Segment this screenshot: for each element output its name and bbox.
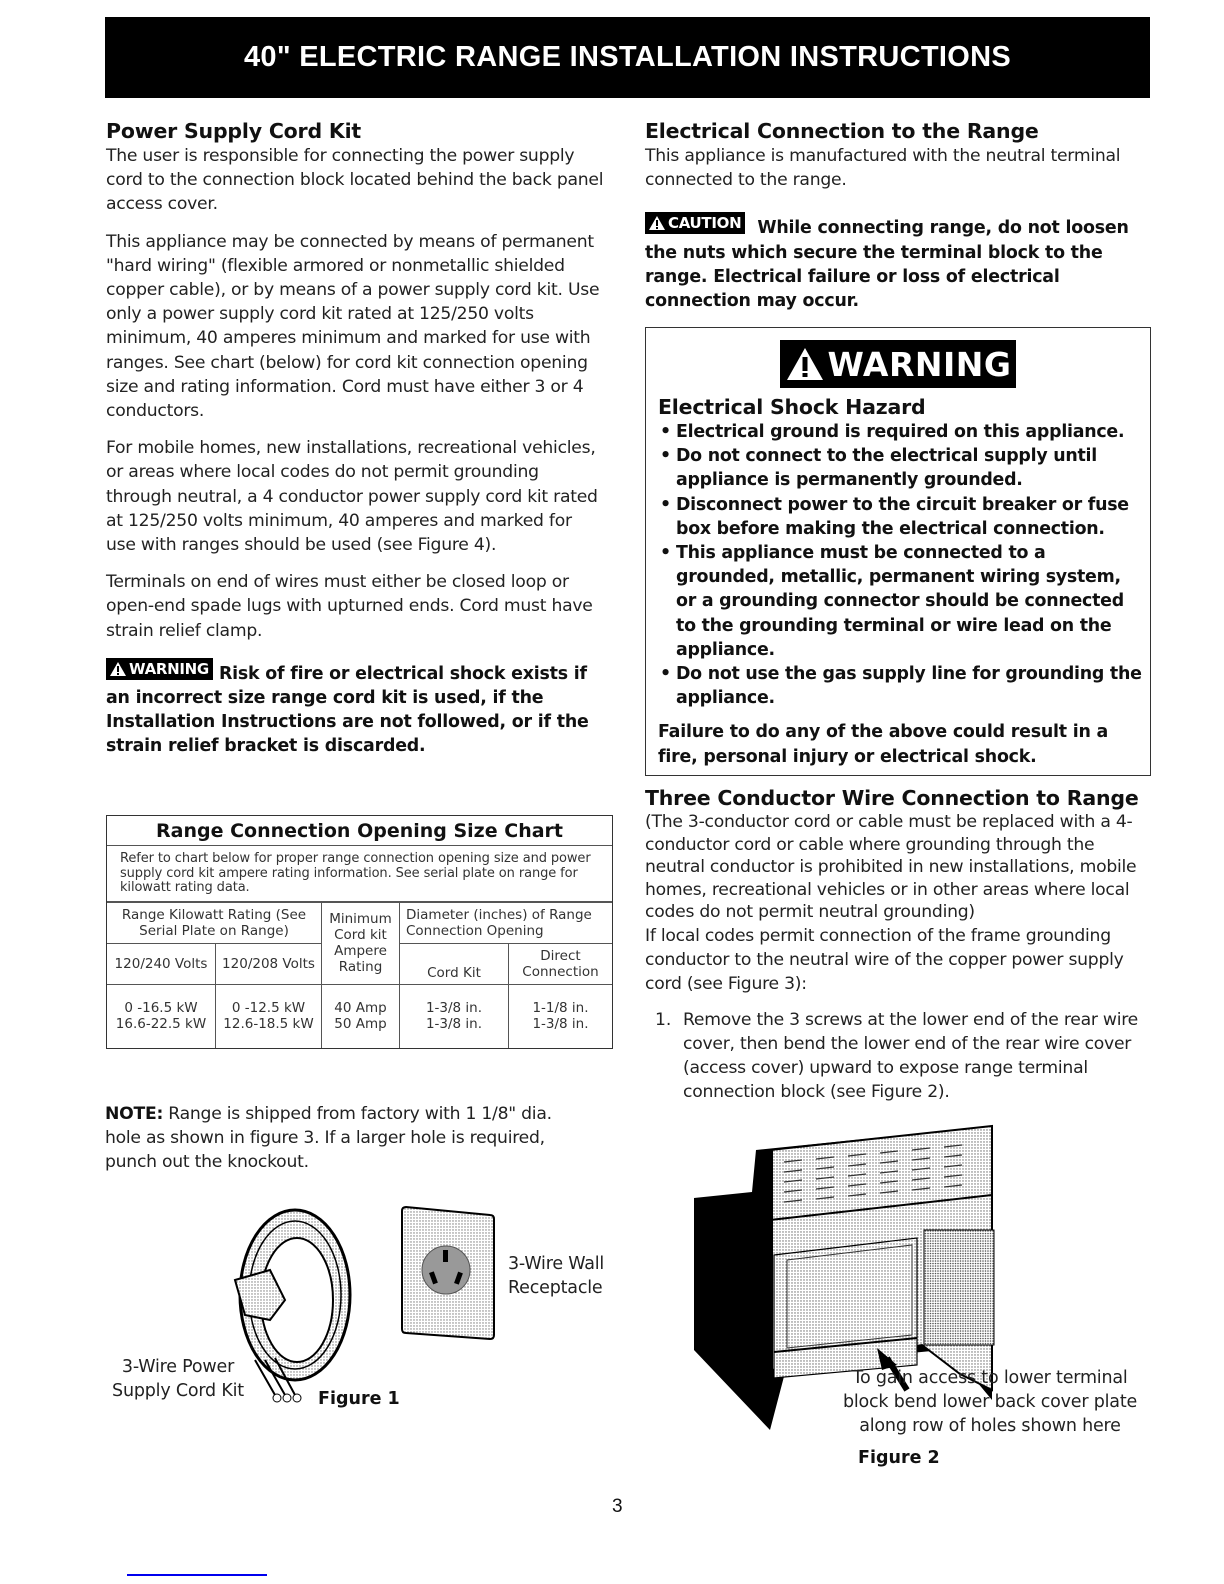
warning-triangle-icon bbox=[648, 215, 666, 231]
step-list bbox=[645, 1008, 1155, 1105]
paragraph: (The 3-conductor cord or cable must be replaced with a 4-conductor cord or cable where grounding through the neutral conductor is prohibited in new installations, mobile homes, recreational vehicles or in other areas where local codes do not permit neutral grounding) bbox=[645, 812, 1137, 922]
hazard-item: • This appliance must be connected to a grounded, metallic, permanent wiring system, or a grounding connector should be connected to the grounding terminal or wire lead on the appliance. bbox=[658, 541, 1144, 662]
hazard-item: • Do not use the gas supply line for grounding the appliance. bbox=[658, 662, 1144, 710]
caution-notice bbox=[645, 212, 1151, 313]
note-text: Range is shipped from factory with 1 1/8" dia. hole as shown in figure 3. If a larger hole is required, punch out the knockout. bbox=[105, 1104, 552, 1173]
header-diameter: Diameter (inches) of Range Connection Opening bbox=[400, 902, 613, 943]
page-title-banner bbox=[105, 17, 1150, 98]
caution-badge: CAUTION bbox=[645, 212, 745, 234]
note bbox=[105, 1102, 575, 1175]
warning-badge: WARNING bbox=[106, 658, 213, 680]
cell-120-208: 0 -12.5 kW 12.6-18.5 kW bbox=[216, 984, 322, 1048]
caution-text: While connecting range, do not loosen the nuts which secure the terminal block to the range. Electrical failure or loss of electrical connection may occur. bbox=[645, 218, 1129, 312]
figure-1-label: Figure 1 bbox=[318, 1389, 400, 1409]
hazard-item: • Electrical ground is required on this appliance. bbox=[658, 420, 1144, 444]
header-120-208: 120/208 Volts bbox=[216, 943, 322, 984]
warning-triangle-icon bbox=[109, 661, 127, 677]
cell-cord-kit: 1-3/8 in. 1-3/8 in. bbox=[400, 984, 509, 1048]
note-label: NOTE: bbox=[105, 1104, 164, 1124]
step-number: 1. bbox=[655, 1009, 672, 1030]
section-heading-power-supply-cord-kit: Power Supply Cord Kit bbox=[106, 119, 361, 143]
header-120-240: 120/240 Volts bbox=[107, 943, 216, 984]
hazard-item: • Disconnect power to the circuit breaker or fuse box before making the electrical connection. bbox=[658, 493, 1144, 541]
paragraph: This appliance is manufactured with the neutral terminal connected to the range. bbox=[645, 146, 1121, 191]
page-number: 3 bbox=[612, 1496, 623, 1517]
chart-title: Range Connection Opening Size Chart bbox=[107, 816, 612, 846]
fire-warning-notice bbox=[106, 658, 614, 759]
hazard-footer: Failure to do any of the above could result in a fire, personal injury or electrical shock. bbox=[658, 722, 1109, 767]
chart-table bbox=[107, 902, 612, 1049]
cell-amp: 40 Amp 50 Amp bbox=[322, 984, 400, 1048]
wall-receptacle-illustration bbox=[398, 1205, 498, 1345]
paragraph: If local codes permit connection of the frame grounding conductor to the neutral wire of the copper power supply cord (see Figure 3): bbox=[645, 925, 1124, 994]
chart-description: Refer to chart below for proper range connection opening size and power supply cord kit ampere rating information. See serial plate on range for kilowatt rating data. bbox=[107, 846, 612, 902]
header-min-ampere: Minimum Cord kit Ampere Rating bbox=[322, 902, 400, 984]
header-kilowatt-rating: Range Kilowatt Rating (See Serial Plate on Range) bbox=[107, 902, 322, 943]
warning-banner: WARNING bbox=[780, 340, 1016, 388]
step-text: Remove the 3 screws at the lower end of the rear wire cover, then bend the lower end of the rear wire cover (access cover) upward to expose range terminal connection block (see Figure 2). bbox=[683, 1009, 1138, 1103]
range-connection-chart bbox=[106, 815, 613, 1049]
three-conductor-section bbox=[645, 785, 1155, 1104]
right-column bbox=[645, 118, 1151, 313]
paragraph: Terminals on end of wires must either be closed loop or open-end spade lugs with upturned ends. Cord must have strain relief clamp. bbox=[106, 572, 593, 641]
paragraph: The user is responsible for connecting the power supply cord to the connection block located behind the back panel access cover. bbox=[106, 146, 604, 215]
left-column bbox=[106, 118, 614, 759]
warning-text: Risk of fire or electrical shock exists if an incorrect size range cord kit is used, if the Installation Instructions are not followed, or if the strain relief bracket is discarded. bbox=[106, 663, 589, 757]
figure-2-caption: To gain access to lower terminal block bend lower back cover plate along row of holes shown here bbox=[842, 1368, 1138, 1436]
warning-triangle-icon bbox=[785, 346, 825, 382]
cell-direct: 1-1/8 in. 1-3/8 in. bbox=[509, 984, 613, 1048]
section-heading-three-conductor: Three Conductor Wire Connection to Range bbox=[645, 786, 1139, 810]
cell-120-240: 0 -16.5 kW 16.6-22.5 kW bbox=[107, 984, 216, 1048]
header-direct-connection: Direct Connection bbox=[509, 943, 613, 984]
hazard-list bbox=[658, 420, 1144, 710]
figure-2-label: Figure 2 bbox=[858, 1448, 940, 1468]
paragraph: This appliance may be connected by means of permanent "hard wiring" (flexible armored or nonmetallic shielded copper cable), or by means of a power supply cord kit. Use only a power supply cord kit rated at 125/250 volts minimum, 40 amperes minimum and marked for use with ranges. See chart (below) for cord kit connection opening size and rating information. Cord must have either 3 or 4 conductors. bbox=[106, 231, 600, 422]
electrical-shock-hazard-heading: Electrical Shock Hazard bbox=[658, 395, 926, 419]
header-cord-kit: Cord Kit bbox=[400, 943, 509, 984]
footer-link-underline[interactable] bbox=[127, 1574, 267, 1576]
figure-1 bbox=[215, 1200, 615, 1420]
paragraph: For mobile homes, new installations, recreational vehicles, or areas where local codes do not permit grounding through neutral, a 4 conductor power supply cord kit rated at 125/250 volts minimum, 40 amperes and marked for use with ranges should be used (see Figure 4). bbox=[106, 438, 598, 556]
section-heading-electrical-connection: Electrical Connection to the Range bbox=[645, 119, 1039, 143]
hazard-item: • Do not connect to the electrical supply until appliance is permanently grounded. bbox=[658, 444, 1144, 492]
page-title: 40" ELECTRIC RANGE INSTALLATION INSTRUCTIONS bbox=[243, 41, 1011, 73]
cord-kit-caption: 3-Wire Power Supply Cord Kit bbox=[112, 1357, 244, 1401]
electrical-shock-warning-box bbox=[645, 327, 1151, 776]
receptacle-caption: 3-Wire Wall Receptacle bbox=[508, 1254, 605, 1298]
